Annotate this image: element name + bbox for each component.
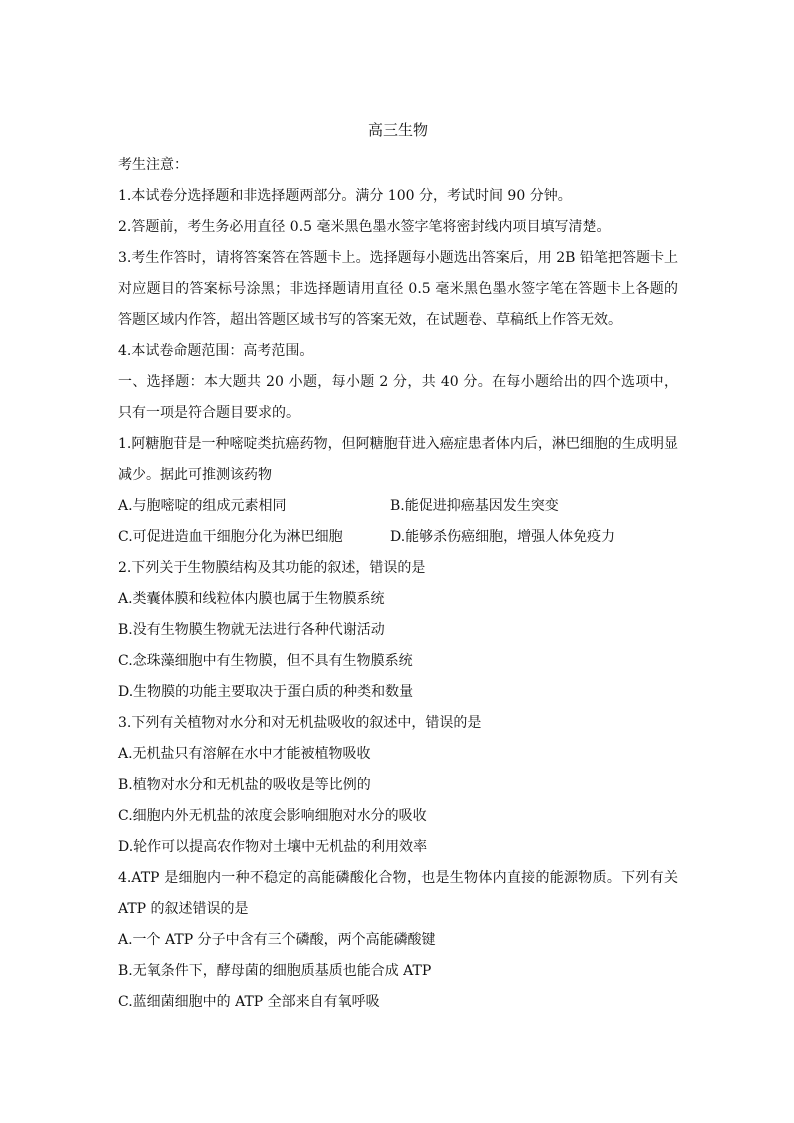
question-stem: 1.阿糖胞苷是一种嘧啶类抗癌药物，但阿糖胞苷进入癌症患者体内后，淋巴细胞的生成明显减少。据此可推测该药物 <box>118 436 678 483</box>
option-b: B.无氧条件下，酵母菌的细胞质基质也能合成 ATP <box>118 963 432 979</box>
question-stem: 4.ATP 是细胞内一种不稳定的高能磷酸化合物，也是生物体内直接的能源物质。下列有关 ATP 的叙述错误的是 <box>118 870 678 917</box>
question-stem: 2.下列关于生物膜结构及其功能的叙述，错误的是 <box>118 560 426 576</box>
option-a: A.一个 ATP 分子中含有三个磷酸，两个高能磷酸键 <box>118 932 436 948</box>
option-b: B.没有生物膜生物就无法进行各种代谢活动 <box>118 622 385 638</box>
option-a: A.与胞嘧啶的组成元素相同 <box>118 498 287 514</box>
option-d: D.能够杀伤癌细胞，增强人体免疫力 <box>390 529 616 545</box>
option-c: C.念珠藻细胞中有生物膜，但不具有生物膜系统 <box>118 653 413 669</box>
option-row <box>118 491 678 522</box>
page-title: 高三生物 <box>367 121 428 139</box>
option-a: A.类囊体膜和线粒体内膜也属于生物膜系统 <box>118 591 385 607</box>
option-a: A.无机盐只有溶解在水中才能被植物吸收 <box>118 746 371 762</box>
option-c: C.可促进造血干细胞分化为淋巴细胞 <box>118 529 343 545</box>
section-header: 一、选择题：本大题共 20 小题，每小题 2 分，共 40 分。在每小题给出的四个选项中，只有一项是符合题目要求的。 <box>118 374 678 421</box>
option-c: C.细胞内外无机盐的浓度会影响细胞对水分的吸收 <box>118 808 427 824</box>
notice-item: 3.考生作答时，请将答案答在答题卡上。选择题每小题选出答案后，用 2B 铅笔把答题卡上对应题目的答案标号涂黑；非选择题请用直径 0.5 毫米黑色墨水签字笔在答题卡上各题的答题区域内作答，超出答题区域书写的答案无效，在试题卷、草稿纸上作答无效。 <box>118 250 678 328</box>
notice-heading: 考生注意： <box>118 157 188 173</box>
notice-item: 4.本试卷命题范围：高考范围。 <box>118 343 314 359</box>
exam-page <box>118 120 678 1018</box>
option-c: C.蓝细菌细胞中的 ATP 全部来自有氧呼吸 <box>118 994 380 1010</box>
question-stem: 3.下列有关植物对水分和对无机盐吸收的叙述中，错误的是 <box>118 715 482 731</box>
notice-item: 2.答题前，考生务必用直径 0.5 毫米黑色墨水签字笔将密封线内项目填写清楚。 <box>118 219 611 235</box>
option-d: D.生物膜的功能主要取决于蛋白质的种类和数量 <box>118 684 414 700</box>
option-b: B.植物对水分和无机盐的吸收是等比例的 <box>118 777 371 793</box>
option-row <box>118 522 678 553</box>
notice-item: 1.本试卷分选择题和非选择题两部分。满分 100 分，考试时间 90 分钟。 <box>118 188 572 204</box>
option-b: B.能促进抑癌基因发生突变 <box>390 498 559 514</box>
option-d: D.轮作可以提高农作物对土壤中无机盐的利用效率 <box>118 839 428 855</box>
